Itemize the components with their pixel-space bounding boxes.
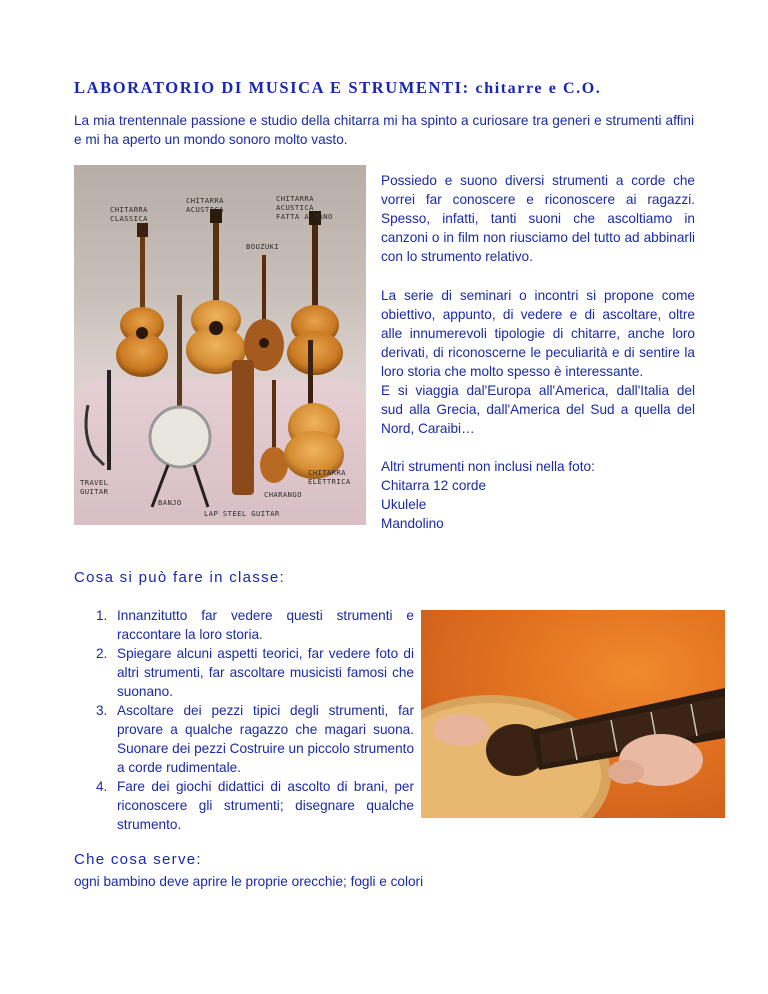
materials-text: ogni bambino deve aprire le proprie orecchie; fogli e colori	[74, 874, 424, 889]
page-title-main: LABORATORIO DI MUSICA E STRUMENTI:	[74, 78, 470, 97]
section-heading-classroom: Cosa si può fare in classe:	[74, 569, 286, 586]
other-instrument-item: Mandolino	[381, 516, 444, 531]
guitar-playing-photo	[421, 610, 725, 818]
label-banjo: BANJO	[158, 498, 182, 507]
list-item: 1. Innanzitutto far vedere questi strumenti e raccontare la loro storia.	[96, 608, 414, 642]
other-instrument-item: Chitarra 12 corde	[381, 478, 487, 493]
label-charango: CHARANGO	[264, 490, 302, 499]
label-chitarra-acustica: CHITARRA ACUSTICA	[186, 196, 224, 214]
list-item: 4. Fare dei giochi didattici di ascolto di brani, per riconoscere gli strumenti; disegnare qualche strumento.	[96, 779, 414, 832]
instruments-photo	[74, 165, 366, 525]
other-instruments-heading: Altri strumenti non inclusi nella foto:	[381, 459, 595, 474]
description-paragraph-2b: E si viaggia dal'Europa all'America, dall'Italia del sud alla Grecia, dall'America del Sud a quella del Nord, Caraibi…	[381, 383, 695, 436]
section-heading-materials: Che cosa serve:	[74, 851, 202, 868]
label-chitarra-classica: CHITARRA CLASSICA	[110, 205, 148, 223]
page-title	[74, 78, 714, 98]
intro-paragraph: La mia trentennale passione e studio della chitarra mi ha spinto a curiosare tra generi e strumenti affini e mi ha aperto un mondo sonoro molto vasto.	[74, 113, 694, 147]
list-item: 3. Ascoltare dei pezzi tipici degli strumenti, far provare a qualche ragazzo che magari suona. Suonare dei pezzi Costruire un piccolo strumento a corde rudimentale.	[96, 703, 414, 775]
other-instrument-item: Ukulele	[381, 497, 427, 512]
label-chitarra-elettrica: CHITARRA ELETTRICA	[308, 468, 351, 486]
label-lap-steel-guitar: LAP STEEL GUITAR	[204, 509, 280, 518]
classroom-activities-list	[96, 606, 414, 834]
description-paragraph-1: Possiedo e suono diversi strumenti a corde che vorrei far conoscere e riconoscere ai ragazzi. Spesso, infatti, tanti suoni che ascoltiamo in canzoni o in film non riusciamo del tutto ad abbinarli con lo strumento relativo.	[381, 173, 695, 264]
description-paragraph-2	[381, 286, 695, 438]
other-instruments-list	[381, 457, 695, 533]
guitar-playing-illustration	[421, 610, 725, 818]
list-item: 2. Spiegare alcuni aspetti teorici, far vedere foto di altri strumenti, far ascoltare musicisti famosi che suonano.	[96, 646, 414, 699]
label-travel-guitar: TRAVEL GUITAR	[80, 478, 109, 496]
description-paragraph-2a: La serie di seminari o incontri si propone come obiettivo, appunto, di vedere e di ascoltare, oltre alle innumerevoli tipologie di chitarre, anche loro derivati, di riconoscerne le peculiarità e di sentire la loro storia che molto spesso è interessante.	[381, 288, 695, 379]
label-bouzuki: BOUZUKI	[246, 242, 280, 251]
label-chitarra-fatta-a-mano: CHITARRA ACUSTICA FATTA A MANO	[276, 194, 333, 221]
page-title-sub: chitarre e C.O.	[475, 80, 602, 97]
